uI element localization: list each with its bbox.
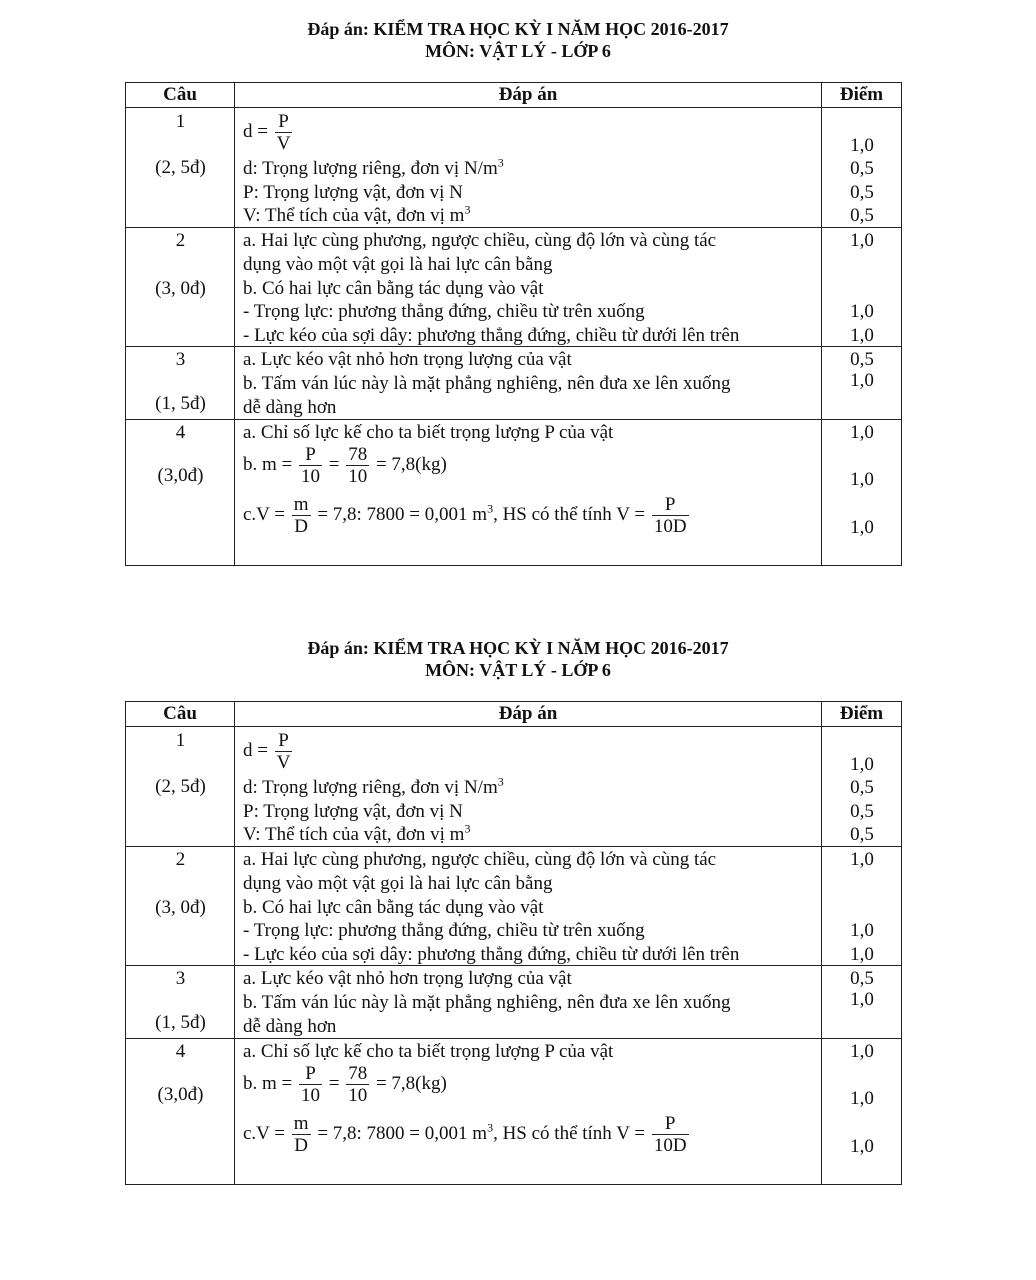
answer-line: a. Lực kéo vật nhỏ hơn trọng lượng của vật	[243, 968, 572, 989]
answer-line: a. Lực kéo vật nhỏ hơn trọng lượng của vật	[243, 349, 572, 370]
answer-line: b. Tấm ván lúc này là mặt phẳng nghiêng, nên đưa xe lên xuống	[243, 373, 731, 394]
point-value: 1,0	[850, 230, 874, 251]
question-number: 1	[175, 111, 186, 132]
question-number: 1	[175, 730, 186, 751]
answer-line: - Trọng lực: phương thẳng đứng, chiều từ trên xuống	[243, 301, 645, 322]
fraction: $\frac{78}{10}$	[348, 444, 368, 487]
question-number: 3	[175, 968, 186, 989]
formula-volume: c.V = $\frac{m}{D}$ = 7,8: 7800 = 0,001 $m^3$, HS có thể tính V = $\frac{P}{10D}$	[243, 494, 687, 537]
question-score: (3, 0đ)	[155, 897, 206, 918]
answer-line: - Lực kéo của sợi dây: phương thẳng đứng, chiều từ dưới lên trên	[243, 944, 740, 965]
answer-line: b. Có hai lực cân bằng tác dụng vào vật	[243, 897, 544, 918]
point-value: 0,5	[850, 801, 874, 822]
answer-line: a. Chỉ số lực kế cho ta biết trọng lượng P của vật	[243, 1041, 614, 1062]
point-value: 1,0	[850, 469, 874, 490]
point-value: 0,5	[850, 182, 874, 203]
doc-title: Đáp án: KIỂM TRA HỌC KỲ I NĂM HỌC 2016-2017	[307, 19, 729, 39]
fraction: $\frac{P}{V}$	[276, 111, 291, 154]
point-value: 1,0	[850, 989, 874, 1010]
point-value: 0,5	[850, 777, 874, 798]
doc-subtitle: MÔN: VẬT LÝ - LỚP 6	[425, 41, 611, 61]
answer-line: V: Thể tích của vật, đơn vị $m^3$	[243, 821, 471, 845]
fraction: $\frac{P}{10}$	[301, 444, 320, 487]
table-row-q2	[126, 847, 902, 966]
header-question: Câu	[126, 702, 235, 727]
question-score: (3, 0đ)	[155, 278, 206, 299]
answer-line: - Trọng lực: phương thẳng đứng, chiều từ trên xuống	[243, 920, 645, 941]
point-value: 0,5	[850, 158, 874, 179]
table-row-q1	[126, 108, 902, 228]
question-number: 3	[175, 349, 186, 370]
table-row-q3	[126, 347, 902, 420]
formula-density: d = $\frac{P}{V}$	[243, 730, 291, 773]
answer-table-1	[125, 82, 902, 566]
table-row-q2	[126, 228, 902, 347]
point-value: 0,5	[850, 968, 874, 989]
answer-line: d: Trọng lượng riêng, đơn vị $N/m^3$	[243, 155, 504, 179]
header-points: Điểm	[822, 83, 902, 108]
answer-line: dễ dàng hơn	[243, 397, 337, 418]
doc-title: Đáp án: KIỂM TRA HỌC KỲ I NĂM HỌC 2016-2017	[307, 638, 729, 658]
answer-line: b. Tấm ván lúc này là mặt phẳng nghiêng, nên đưa xe lên xuống	[243, 992, 731, 1013]
table-row-q4	[126, 1039, 902, 1185]
point-value: 1,0	[850, 920, 874, 941]
answer-key-2	[0, 637, 1036, 681]
answer-line: dễ dàng hơn	[243, 1016, 337, 1037]
fraction: $\frac{P}{10D}$	[653, 1113, 687, 1156]
point-value: 1,0	[850, 944, 874, 965]
answer-line: dụng vào một vật gọi là hai lực cân bằng	[243, 254, 553, 275]
question-number: 2	[175, 849, 186, 870]
fraction: $\frac{P}{10D}$	[653, 494, 687, 537]
fraction: $\frac{m}{D}$	[293, 494, 309, 537]
table-row-q4	[126, 420, 902, 566]
fraction: $\frac{m}{D}$	[293, 1113, 309, 1156]
answer-key-1	[0, 18, 1036, 62]
point-value: 1,0	[850, 517, 874, 538]
point-value: 1,0	[850, 1041, 874, 1062]
point-value: 1,0	[850, 849, 874, 870]
question-number: 4	[175, 1041, 186, 1062]
answer-line: V: Thể tích của vật, đơn vị $m^3$	[243, 202, 471, 226]
table-row-q1	[126, 727, 902, 847]
answer-line: - Lực kéo của sợi dây: phương thẳng đứng, chiều từ dưới lên trên	[243, 325, 740, 346]
header-points: Điểm	[822, 702, 902, 727]
question-score: (2, 5đ)	[155, 776, 206, 797]
point-value: 1,0	[850, 325, 874, 346]
point-value: 0,5	[850, 824, 874, 845]
question-score: (2, 5đ)	[155, 157, 206, 178]
fraction: $\frac{P}{10}$	[301, 1063, 320, 1106]
point-value: 1,0	[850, 370, 874, 391]
formula-mass: b. m = $\frac{P}{10}$ = $\frac{78}{10}$ = 7,8(kg)	[243, 1063, 447, 1106]
answer-line: a. Hai lực cùng phương, ngược chiều, cùng độ lớn và cùng tác	[243, 849, 717, 870]
header-answer: Đáp án	[235, 702, 822, 727]
header-answer: Đáp án	[235, 83, 822, 108]
doc-subtitle: MÔN: VẬT LÝ - LỚP 6	[425, 660, 611, 680]
answer-line: a. Hai lực cùng phương, ngược chiều, cùng độ lớn và cùng tác	[243, 230, 717, 251]
table-row-q3	[126, 966, 902, 1039]
fraction: $\frac{P}{V}$	[276, 730, 291, 773]
point-value: 0,5	[850, 349, 874, 370]
question-number: 2	[175, 230, 186, 251]
header-question: Câu	[126, 83, 235, 108]
question-number: 4	[175, 422, 186, 443]
question-score: (1, 5đ)	[155, 1012, 206, 1033]
fraction: $\frac{78}{10}$	[348, 1063, 368, 1106]
point-value: 1,0	[850, 754, 874, 775]
answer-table-2	[125, 701, 902, 1185]
point-value: 1,0	[850, 135, 874, 156]
question-score: (3,0đ)	[157, 1084, 204, 1105]
answer-line: b. Có hai lực cân bằng tác dụng vào vật	[243, 278, 544, 299]
point-value: 1,0	[850, 1088, 874, 1109]
answer-line: a. Chỉ số lực kế cho ta biết trọng lượng P của vật	[243, 422, 614, 443]
point-value: 0,5	[850, 205, 874, 226]
answer-line: d: Trọng lượng riêng, đơn vị $N/m^3$	[243, 774, 504, 798]
formula-density: d = $\frac{P}{V}$	[243, 111, 291, 154]
answer-line: dụng vào một vật gọi là hai lực cân bằng	[243, 873, 553, 894]
question-score: (1, 5đ)	[155, 393, 206, 414]
point-value: 1,0	[850, 1136, 874, 1157]
point-value: 1,0	[850, 301, 874, 322]
formula-volume: c.V = $\frac{m}{D}$ = 7,8: 7800 = 0,001 $m^3$, HS có thể tính V = $\frac{P}{10D}$	[243, 1113, 687, 1156]
answer-line: P: Trọng lượng vật, đơn vị N	[243, 182, 463, 203]
answer-line: P: Trọng lượng vật, đơn vị N	[243, 801, 463, 822]
formula-mass: b. m = $\frac{P}{10}$ = $\frac{78}{10}$ = 7,8(kg)	[243, 444, 447, 487]
question-score: (3,0đ)	[157, 465, 204, 486]
point-value: 1,0	[850, 422, 874, 443]
